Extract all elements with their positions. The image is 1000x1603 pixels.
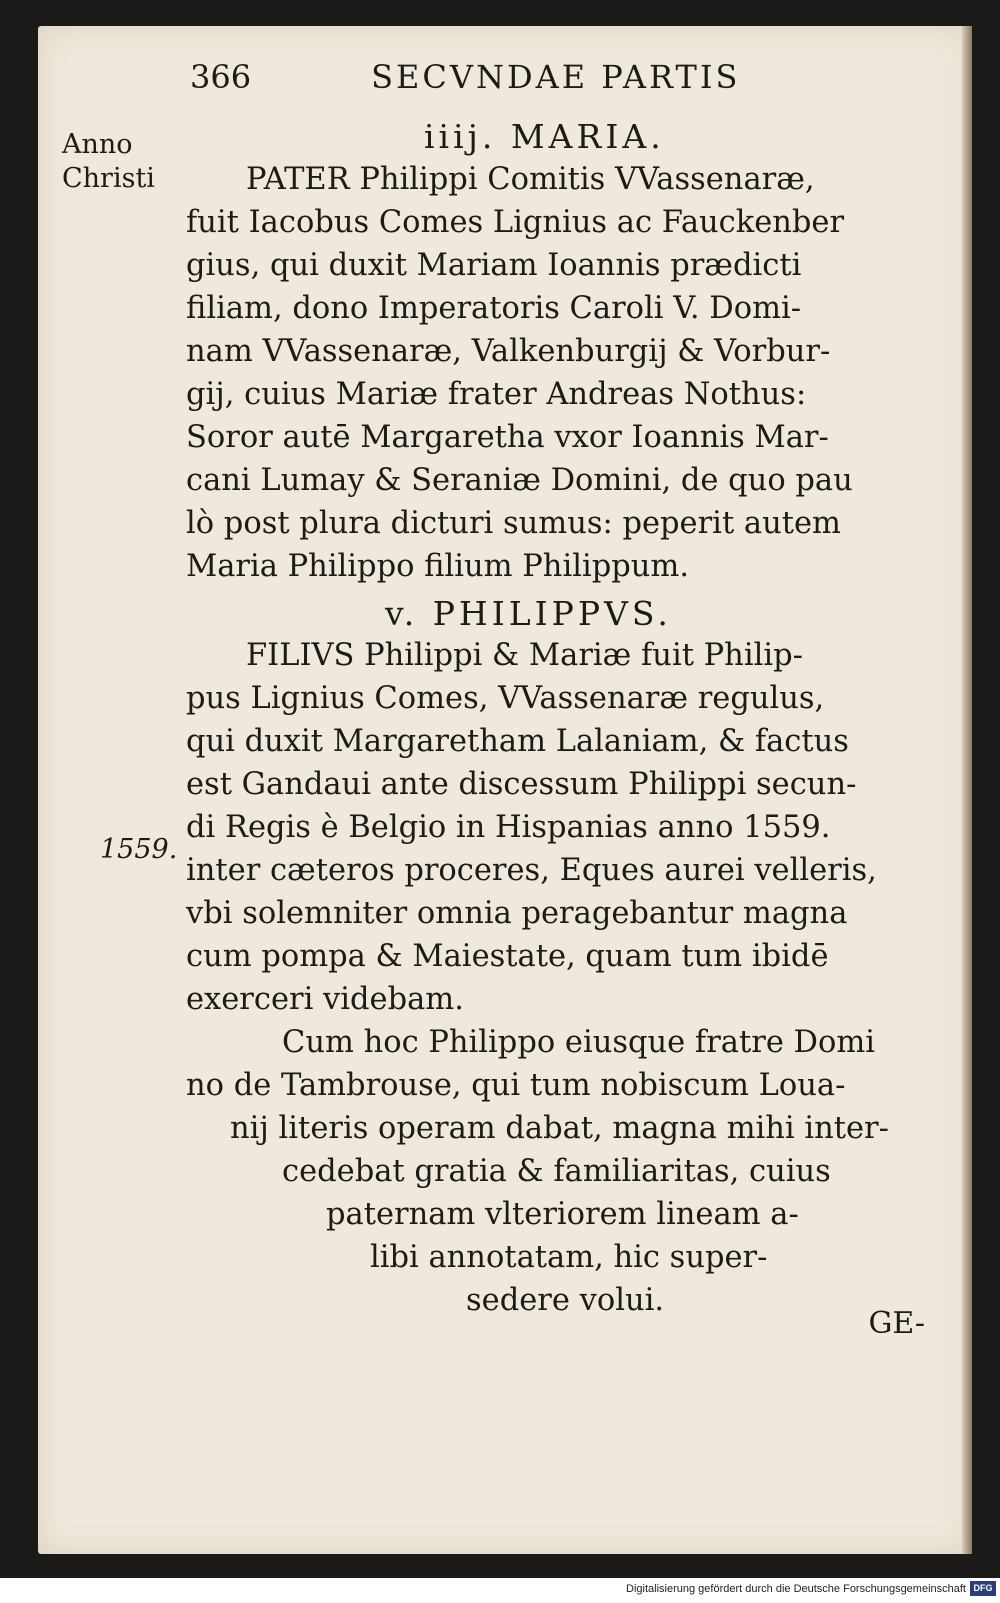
text-line: PATER Philippi Comitis VVassenaræ, [246, 162, 815, 197]
text-line: no de Tambrouse, qui tum nobiscum Loua- [186, 1068, 846, 1103]
text-line: libi annotatam, hic super- [370, 1240, 768, 1275]
text-line: FILIVS Philippi & Mariæ fuit Philip- [246, 638, 803, 673]
text-line: paternam vlteriorem lineam a- [326, 1197, 799, 1232]
text-line: exerceri videbam. [186, 982, 464, 1017]
section-heading-maria: iiij. MARIA. [424, 117, 665, 156]
text-line: qui duxit Margaretham Lalaniam, & factus [186, 724, 849, 759]
text-line: lò post plura dicturi sumus: peperit autem [186, 506, 841, 541]
text-line: vbi solemniter omnia peragebantur magna [186, 896, 848, 931]
margin-year: 1559. [100, 834, 178, 865]
running-head [190, 58, 740, 96]
page-spine-shadow [962, 26, 972, 1554]
margin-note-line: Anno [62, 129, 133, 160]
text-line: est Gandaui ante discessum Philippi secun- [186, 767, 857, 802]
catchword: GE- [868, 1306, 925, 1341]
text-line: cedebat gratia & familiaritas, cuius [282, 1154, 831, 1189]
text-line: Soror autē Margaretha vxor Ioannis Mar- [186, 420, 829, 455]
text-line: sedere volui. [466, 1283, 665, 1318]
text-line: nam VVassenaræ, Valkenburgij & Vorbur- [186, 334, 831, 369]
text-line: cum pompa & Maiestate, quam tum ibidē [186, 939, 829, 974]
margin-note-line: Christi [62, 163, 155, 194]
footer-credit: Digitalisierung gefördert durch die Deutsche Forschungsgemeinschaft [626, 1583, 966, 1595]
text-line: inter cæteros proceres, Eques aurei velleris, [186, 853, 877, 888]
running-title: SECVNDAE PARTIS [371, 58, 741, 96]
dfg-logo: DFG [970, 1581, 996, 1596]
text-line: Cum hoc Philippo eiusque fratre Domi [282, 1025, 876, 1060]
margin-note [62, 128, 155, 196]
text-line: fuit Iacobus Comes Lignius ac Fauckenber [186, 205, 845, 240]
text-line: cani Lumay & Seraniæ Domini, de quo pau [186, 463, 853, 498]
page-number: 366 [190, 58, 252, 96]
section-heading-philippus: v. PHILIPPVS. [385, 594, 672, 633]
text-line: filiam, dono Imperatoris Caroli V. Domi- [186, 291, 802, 326]
text-line: Maria Philippo filium Philippum. [186, 549, 690, 584]
text-line: nij literis operam dabat, magna mihi inter- [230, 1111, 889, 1146]
text-line: di Regis è Belgio in Hispanias anno 1559. [186, 810, 831, 845]
text-line: pus Lignius Comes, VVassenaræ regulus, [186, 681, 825, 716]
text-line: gij, cuius Mariæ frater Andreas Nothus: [186, 377, 807, 412]
text-line: gius, qui duxit Mariam Ioannis prædicti [186, 248, 802, 283]
